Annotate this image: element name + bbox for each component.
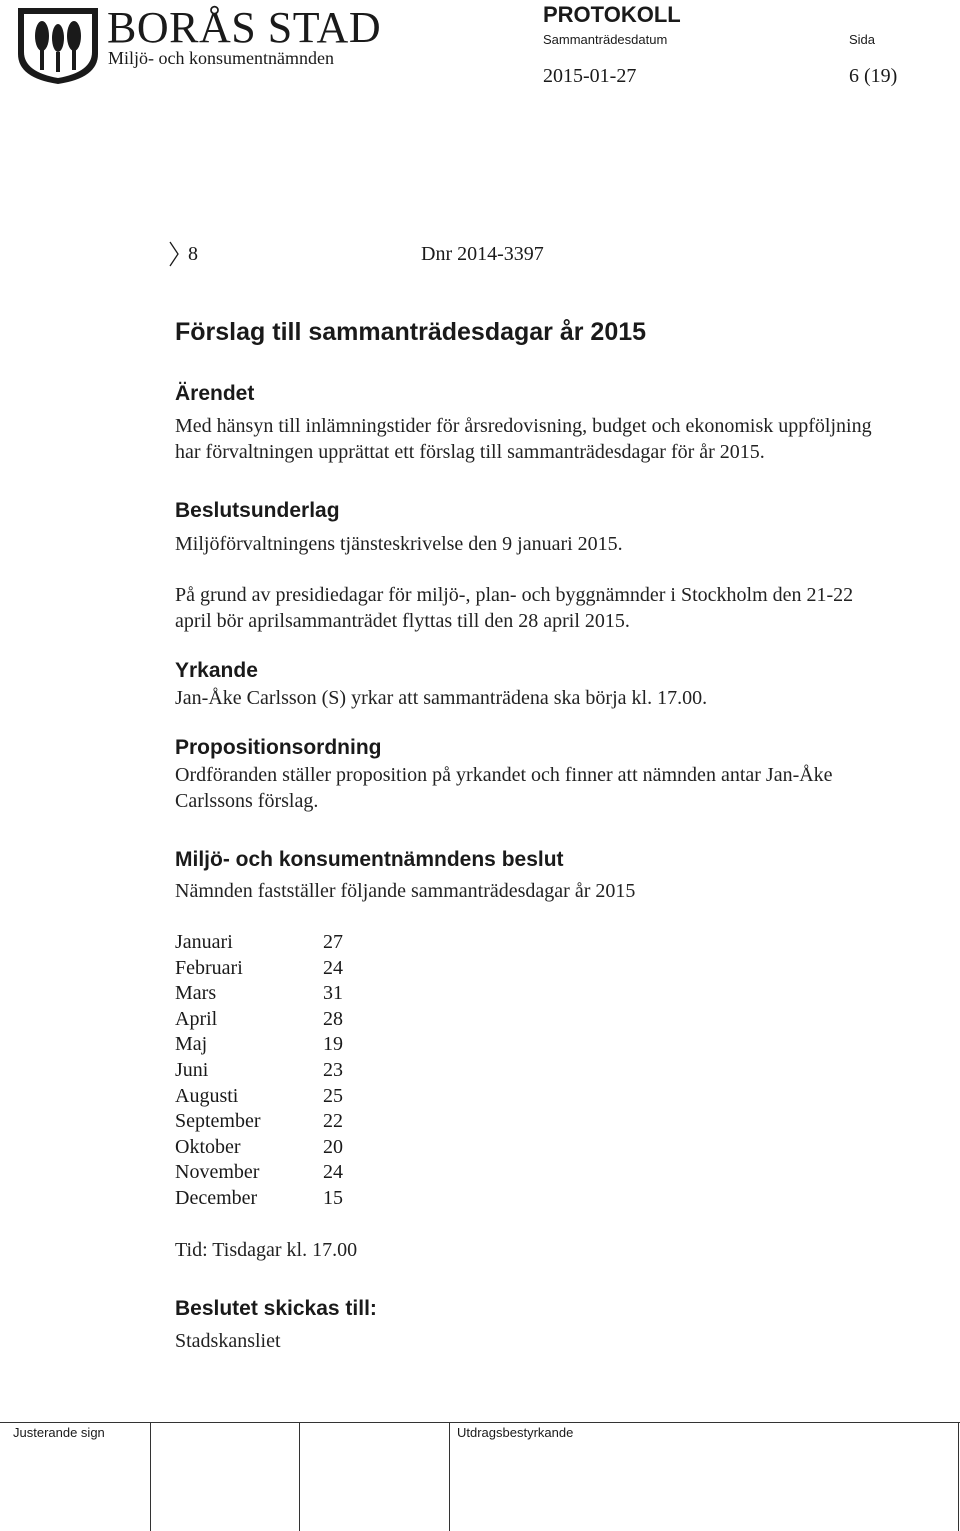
coat-of-arms-icon — [14, 6, 102, 86]
extract-label: Utdragsbestyrkande — [457, 1425, 574, 1440]
page-number: 6 (19) — [849, 65, 898, 87]
month-name: Oktober — [175, 1135, 241, 1158]
sign-label: Justerande sign — [13, 1425, 105, 1440]
item-dnr: Dnr 2014-3397 — [421, 243, 544, 265]
month-day: 23 — [323, 1058, 343, 1081]
underlag-text: Miljöförvaltningens tjänsteskrivelse den 9 januari 2015. — [175, 533, 623, 555]
heading-beslutsunderlag: Beslutsunderlag — [175, 499, 340, 522]
list-item — [175, 1160, 343, 1186]
month-day: 25 — [323, 1084, 343, 1107]
skickas-text: Stadskansliet — [175, 1330, 281, 1352]
month-day: 31 — [323, 982, 343, 1005]
item-title: Förslag till sammanträdesdagar år 2015 — [175, 318, 647, 346]
month-name: Juni — [175, 1058, 209, 1081]
month-day: 27 — [323, 931, 343, 953]
meeting-date: 2015-01-27 — [543, 65, 637, 87]
tid-text: Tid: Tisdagar kl. 17.00 — [175, 1239, 358, 1261]
month-day: 24 — [323, 1161, 343, 1184]
month-name: Augusti — [175, 1084, 239, 1107]
month-day: 19 — [323, 1033, 343, 1056]
list-item — [175, 981, 343, 1007]
footer-divider — [958, 1422, 959, 1531]
prop-line-1: Ordföranden ställer proposition på yrkandet och finner att nämnden antar Jan-Åke — [175, 764, 833, 786]
document-type: PROTOKOLL — [543, 2, 681, 27]
list-item — [175, 930, 343, 956]
month-name: December — [175, 1186, 258, 1209]
month-name: Mars — [175, 982, 217, 1005]
footer-divider — [299, 1422, 300, 1531]
page-label: Sida — [849, 32, 876, 47]
month-day: 15 — [323, 1186, 343, 1209]
list-item — [175, 1135, 343, 1161]
list-item — [175, 1007, 343, 1033]
month-name: Maj — [175, 1033, 208, 1056]
list-item — [175, 956, 343, 982]
footer-divider — [150, 1422, 151, 1531]
month-day: 20 — [323, 1135, 343, 1158]
month-day: 24 — [323, 956, 343, 979]
heading-yrkande: Yrkande — [175, 659, 258, 682]
footer-divider — [449, 1422, 450, 1531]
heading-beslut: Miljö- och konsumentnämndens beslut — [175, 848, 564, 871]
list-item — [175, 1058, 343, 1084]
list-item — [175, 1084, 343, 1110]
yrkande-text: Jan-Åke Carlsson (S) yrkar att sammanträdena ska börja kl. 17.00. — [175, 687, 708, 709]
month-name: Februari — [175, 956, 243, 979]
list-item — [175, 1109, 343, 1135]
prop-line-2: Carlssons förslag. — [175, 790, 319, 812]
item-number: 8 — [188, 243, 198, 265]
org-name: BORÅS STAD — [107, 3, 382, 52]
arendet-line-1: Med hänsyn till inlämningstider för årsredovisning, budget och ekonomisk uppföljning — [175, 415, 872, 437]
month-day: 28 — [323, 1007, 343, 1030]
org-subtitle: Miljö- och konsumentnämnden — [108, 48, 334, 68]
meeting-dates-list — [175, 930, 343, 1212]
city-logo — [14, 6, 102, 86]
list-item — [175, 1186, 343, 1212]
month-day: 22 — [323, 1110, 343, 1133]
date-label: Sammanträdesdatum — [543, 32, 668, 47]
month-name: September — [175, 1110, 261, 1133]
heading-propositionsordning: Propositionsordning — [175, 736, 382, 759]
section-marker-icon — [168, 240, 180, 268]
month-name: Januari — [175, 931, 233, 953]
presidie-line-1: På grund av presidiedagar för miljö-, plan- och byggnämnder i Stockholm den 21-22 — [175, 584, 854, 606]
arendet-line-2: har förvaltningen upprättat ett förslag till sammanträdesdagar för år 2015. — [175, 441, 765, 463]
list-item — [175, 1032, 343, 1058]
presidie-line-2: april bör aprilsammanträdet flyttas till den 28 april 2015. — [175, 610, 630, 632]
heading-arendet: Ärendet — [175, 382, 255, 405]
heading-skickas: Beslutet skickas till: — [175, 1297, 377, 1320]
footer-top-border — [0, 1422, 960, 1423]
month-name: April — [175, 1007, 218, 1030]
month-name: November — [175, 1161, 260, 1184]
beslut-text: Nämnden fastställer följande sammanträdesdagar år 2015 — [175, 880, 636, 902]
